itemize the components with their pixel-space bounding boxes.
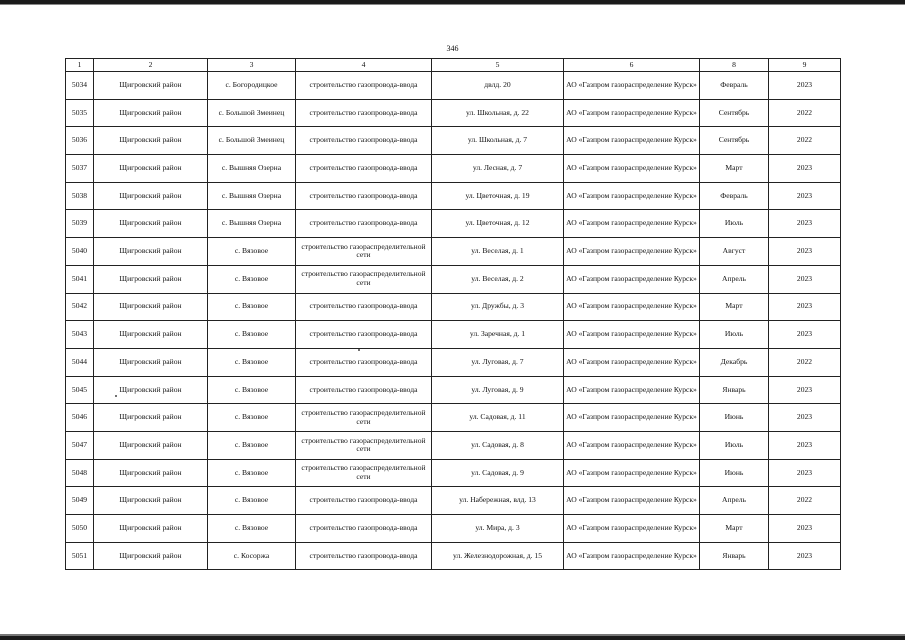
- cell-settlement: с. Богородицкое: [208, 72, 296, 100]
- cell-organization: АО «Газпром газораспределение Курск»: [564, 404, 700, 432]
- cell-district: Щигровский район: [94, 238, 208, 266]
- cell-work-type: строительство газопровода-ввода: [296, 376, 432, 404]
- table-row: [66, 72, 841, 100]
- table-row: [66, 376, 841, 404]
- page-number: 346: [446, 44, 459, 53]
- cell-month: Сентябрь: [700, 99, 769, 127]
- cell-address: ул. Садовая, д. 11: [432, 404, 564, 432]
- cell-year: 2023: [769, 210, 841, 238]
- cell-organization: АО «Газпром газораспределение Курск»: [564, 515, 700, 543]
- cell-address: ул. Луговая, д. 9: [432, 376, 564, 404]
- cell-settlement: с. Вышняя Озерна: [208, 182, 296, 210]
- table-row: [66, 404, 841, 432]
- cell-work-type: строительство газораспределительной сети: [296, 238, 432, 266]
- cell-year: 2023: [769, 265, 841, 293]
- table-row: [66, 155, 841, 183]
- cell-number: 5041: [66, 265, 94, 293]
- cell-number: 5034: [66, 72, 94, 100]
- scan-speck: [358, 349, 360, 351]
- cell-organization: АО «Газпром газораспределение Курск»: [564, 99, 700, 127]
- cell-district: Щигровский район: [94, 321, 208, 349]
- cell-district: Щигровский район: [94, 127, 208, 155]
- cell-settlement: с. Вязовое: [208, 293, 296, 321]
- cell-month: Июль: [700, 210, 769, 238]
- table-row: [66, 431, 841, 459]
- cell-address: ул. Железнодорожная, д. 15: [432, 542, 564, 570]
- cell-number: 5043: [66, 321, 94, 349]
- cell-number: 5035: [66, 99, 94, 127]
- cell-year: 2022: [769, 348, 841, 376]
- cell-address: ул. Лесная, д. 7: [432, 155, 564, 183]
- cell-number: 5049: [66, 487, 94, 515]
- cell-district: Щигровский район: [94, 431, 208, 459]
- cell-month: Апрель: [700, 265, 769, 293]
- cell-year: 2022: [769, 127, 841, 155]
- cell-organization: АО «Газпром газораспределение Курск»: [564, 321, 700, 349]
- cell-number: 5042: [66, 293, 94, 321]
- cell-address: двлд. 20: [432, 72, 564, 100]
- cell-organization: АО «Газпром газораспределение Курск»: [564, 542, 700, 570]
- table-row: [66, 238, 841, 266]
- table-row: [66, 182, 841, 210]
- cell-work-type: строительство газопровода-ввода: [296, 293, 432, 321]
- cell-organization: АО «Газпром газораспределение Курск»: [564, 155, 700, 183]
- cell-month: Январь: [700, 542, 769, 570]
- cell-settlement: с. Вязовое: [208, 321, 296, 349]
- cell-number: 5037: [66, 155, 94, 183]
- cell-month: Июль: [700, 431, 769, 459]
- cell-district: Щигровский район: [94, 265, 208, 293]
- cell-month: Февраль: [700, 182, 769, 210]
- cell-number: 5047: [66, 431, 94, 459]
- cell-work-type: строительство газопровода-ввода: [296, 182, 432, 210]
- cell-number: 5046: [66, 404, 94, 432]
- table-row: [66, 515, 841, 543]
- cell-address: ул. Дружбы, д. 3: [432, 293, 564, 321]
- cell-work-type: строительство газопровода-ввода: [296, 321, 432, 349]
- cell-organization: АО «Газпром газораспределение Курск»: [564, 459, 700, 487]
- cell-settlement: с. Большой Змеинец: [208, 99, 296, 127]
- cell-settlement: с. Косоржа: [208, 542, 296, 570]
- cell-month: Сентябрь: [700, 127, 769, 155]
- cell-number: 5050: [66, 515, 94, 543]
- col-header: 1: [66, 59, 94, 72]
- cell-settlement: с. Вязовое: [208, 238, 296, 266]
- table-row: [66, 321, 841, 349]
- cell-settlement: с. Вязовое: [208, 459, 296, 487]
- cell-district: Щигровский район: [94, 348, 208, 376]
- cell-work-type: строительство газораспределительной сети: [296, 431, 432, 459]
- cell-work-type: строительство газопровода-ввода: [296, 487, 432, 515]
- cell-work-type: строительство газораспределительной сети: [296, 459, 432, 487]
- cell-settlement: с. Вязовое: [208, 487, 296, 515]
- cell-year: 2023: [769, 459, 841, 487]
- cell-settlement: с. Вязовое: [208, 376, 296, 404]
- table-body: [66, 72, 841, 570]
- cell-address: ул. Набережная, влд. 13: [432, 487, 564, 515]
- cell-year: 2023: [769, 72, 841, 100]
- cell-month: Июнь: [700, 459, 769, 487]
- cell-work-type: строительство газопровода-ввода: [296, 155, 432, 183]
- cell-district: Щигровский район: [94, 542, 208, 570]
- table-row: [66, 293, 841, 321]
- table-row: [66, 542, 841, 570]
- cell-settlement: с. Большой Змеинец: [208, 127, 296, 155]
- cell-settlement: с. Вязовое: [208, 515, 296, 543]
- scan-speck: [115, 395, 117, 397]
- cell-month: Март: [700, 293, 769, 321]
- cell-address: ул. Мира, д. 3: [432, 515, 564, 543]
- cell-work-type: строительство газораспределительной сети: [296, 404, 432, 432]
- cell-year: 2023: [769, 293, 841, 321]
- cell-address: ул. Школьная, д. 7: [432, 127, 564, 155]
- cell-address: ул. Заречная, д. 1: [432, 321, 564, 349]
- cell-organization: АО «Газпром газораспределение Курск»: [564, 238, 700, 266]
- cell-address: ул. Веселая, д. 1: [432, 238, 564, 266]
- cell-number: 5048: [66, 459, 94, 487]
- table-row: [66, 127, 841, 155]
- cell-district: Щигровский район: [94, 293, 208, 321]
- table-row: [66, 99, 841, 127]
- cell-organization: АО «Газпром газораспределение Курск»: [564, 127, 700, 155]
- table-row: [66, 459, 841, 487]
- col-header: 5: [432, 59, 564, 72]
- cell-work-type: строительство газопровода-ввода: [296, 210, 432, 238]
- cell-district: Щигровский район: [94, 99, 208, 127]
- cell-organization: АО «Газпром газораспределение Курск»: [564, 182, 700, 210]
- cell-year: 2023: [769, 515, 841, 543]
- cell-district: Щигровский район: [94, 487, 208, 515]
- cell-organization: АО «Газпром газораспределение Курск»: [564, 431, 700, 459]
- cell-settlement: с. Вышняя Озерна: [208, 210, 296, 238]
- col-header: 4: [296, 59, 432, 72]
- col-header: 6: [564, 59, 700, 72]
- cell-organization: АО «Газпром газораспределение Курск»: [564, 293, 700, 321]
- col-header: 2: [94, 59, 208, 72]
- cell-year: 2023: [769, 431, 841, 459]
- cell-organization: АО «Газпром газораспределение Курск»: [564, 265, 700, 293]
- table-row: [66, 348, 841, 376]
- cell-work-type: строительство газопровода-ввода: [296, 542, 432, 570]
- cell-year: 2023: [769, 238, 841, 266]
- cell-work-type: строительство газораспределительной сети: [296, 265, 432, 293]
- cell-month: Январь: [700, 376, 769, 404]
- cell-work-type: строительство газопровода-ввода: [296, 99, 432, 127]
- table-row: [66, 265, 841, 293]
- cell-number: 5051: [66, 542, 94, 570]
- cell-year: 2022: [769, 99, 841, 127]
- cell-district: Щигровский район: [94, 515, 208, 543]
- cell-year: 2023: [769, 321, 841, 349]
- cell-month: Декабрь: [700, 348, 769, 376]
- cell-address: ул. Садовая, д. 8: [432, 431, 564, 459]
- cell-number: 5038: [66, 182, 94, 210]
- registry-table: [65, 58, 841, 570]
- cell-year: 2023: [769, 182, 841, 210]
- cell-year: 2022: [769, 487, 841, 515]
- cell-year: 2023: [769, 155, 841, 183]
- cell-settlement: с. Вязовое: [208, 431, 296, 459]
- cell-district: Щигровский район: [94, 376, 208, 404]
- cell-district: Щигровский район: [94, 210, 208, 238]
- cell-address: ул. Садовая, д. 9: [432, 459, 564, 487]
- cell-settlement: с. Вязовое: [208, 265, 296, 293]
- cell-settlement: с. Вышняя Озерна: [208, 155, 296, 183]
- header-row: [66, 59, 841, 72]
- cell-work-type: строительство газопровода-ввода: [296, 515, 432, 543]
- cell-organization: АО «Газпром газораспределение Курск»: [564, 376, 700, 404]
- cell-work-type: строительство газопровода-ввода: [296, 348, 432, 376]
- cell-organization: АО «Газпром газораспределение Курск»: [564, 210, 700, 238]
- cell-number: 5045: [66, 376, 94, 404]
- col-header: 3: [208, 59, 296, 72]
- cell-work-type: строительство газопровода-ввода: [296, 127, 432, 155]
- cell-month: Июль: [700, 321, 769, 349]
- cell-number: 5044: [66, 348, 94, 376]
- cell-district: Щигровский район: [94, 459, 208, 487]
- cell-number: 5036: [66, 127, 94, 155]
- table-header: [66, 59, 841, 72]
- scan-edge-top-shadow: [0, 4, 905, 5]
- cell-year: 2023: [769, 542, 841, 570]
- table-row: [66, 487, 841, 515]
- col-header: 9: [769, 59, 841, 72]
- cell-address: ул. Луговая, д. 7: [432, 348, 564, 376]
- col-header: 8: [700, 59, 769, 72]
- cell-year: 2023: [769, 376, 841, 404]
- cell-month: Июнь: [700, 404, 769, 432]
- cell-month: Август: [700, 238, 769, 266]
- cell-year: 2023: [769, 404, 841, 432]
- cell-month: Февраль: [700, 72, 769, 100]
- cell-month: Март: [700, 155, 769, 183]
- cell-month: Март: [700, 515, 769, 543]
- cell-district: Щигровский район: [94, 182, 208, 210]
- cell-address: ул. Цветочная, д. 19: [432, 182, 564, 210]
- cell-district: Щигровский район: [94, 404, 208, 432]
- cell-address: ул. Веселая, д. 2: [432, 265, 564, 293]
- cell-number: 5039: [66, 210, 94, 238]
- cell-settlement: с. Вязовое: [208, 404, 296, 432]
- cell-organization: АО «Газпром газораспределение Курск»: [564, 487, 700, 515]
- cell-number: 5040: [66, 238, 94, 266]
- cell-district: Щигровский район: [94, 155, 208, 183]
- cell-district: Щигровский район: [94, 72, 208, 100]
- cell-address: ул. Цветочная, д. 12: [432, 210, 564, 238]
- cell-organization: АО «Газпром газораспределение Курск»: [564, 348, 700, 376]
- table-row: [66, 210, 841, 238]
- cell-work-type: строительство газопровода-ввода: [296, 72, 432, 100]
- cell-address: ул. Школьная, д. 22: [432, 99, 564, 127]
- scan-edge-bottom: [0, 636, 905, 640]
- cell-organization: АО «Газпром газораспределение Курск»: [564, 72, 700, 100]
- cell-month: Апрель: [700, 487, 769, 515]
- cell-settlement: с. Вязовое: [208, 348, 296, 376]
